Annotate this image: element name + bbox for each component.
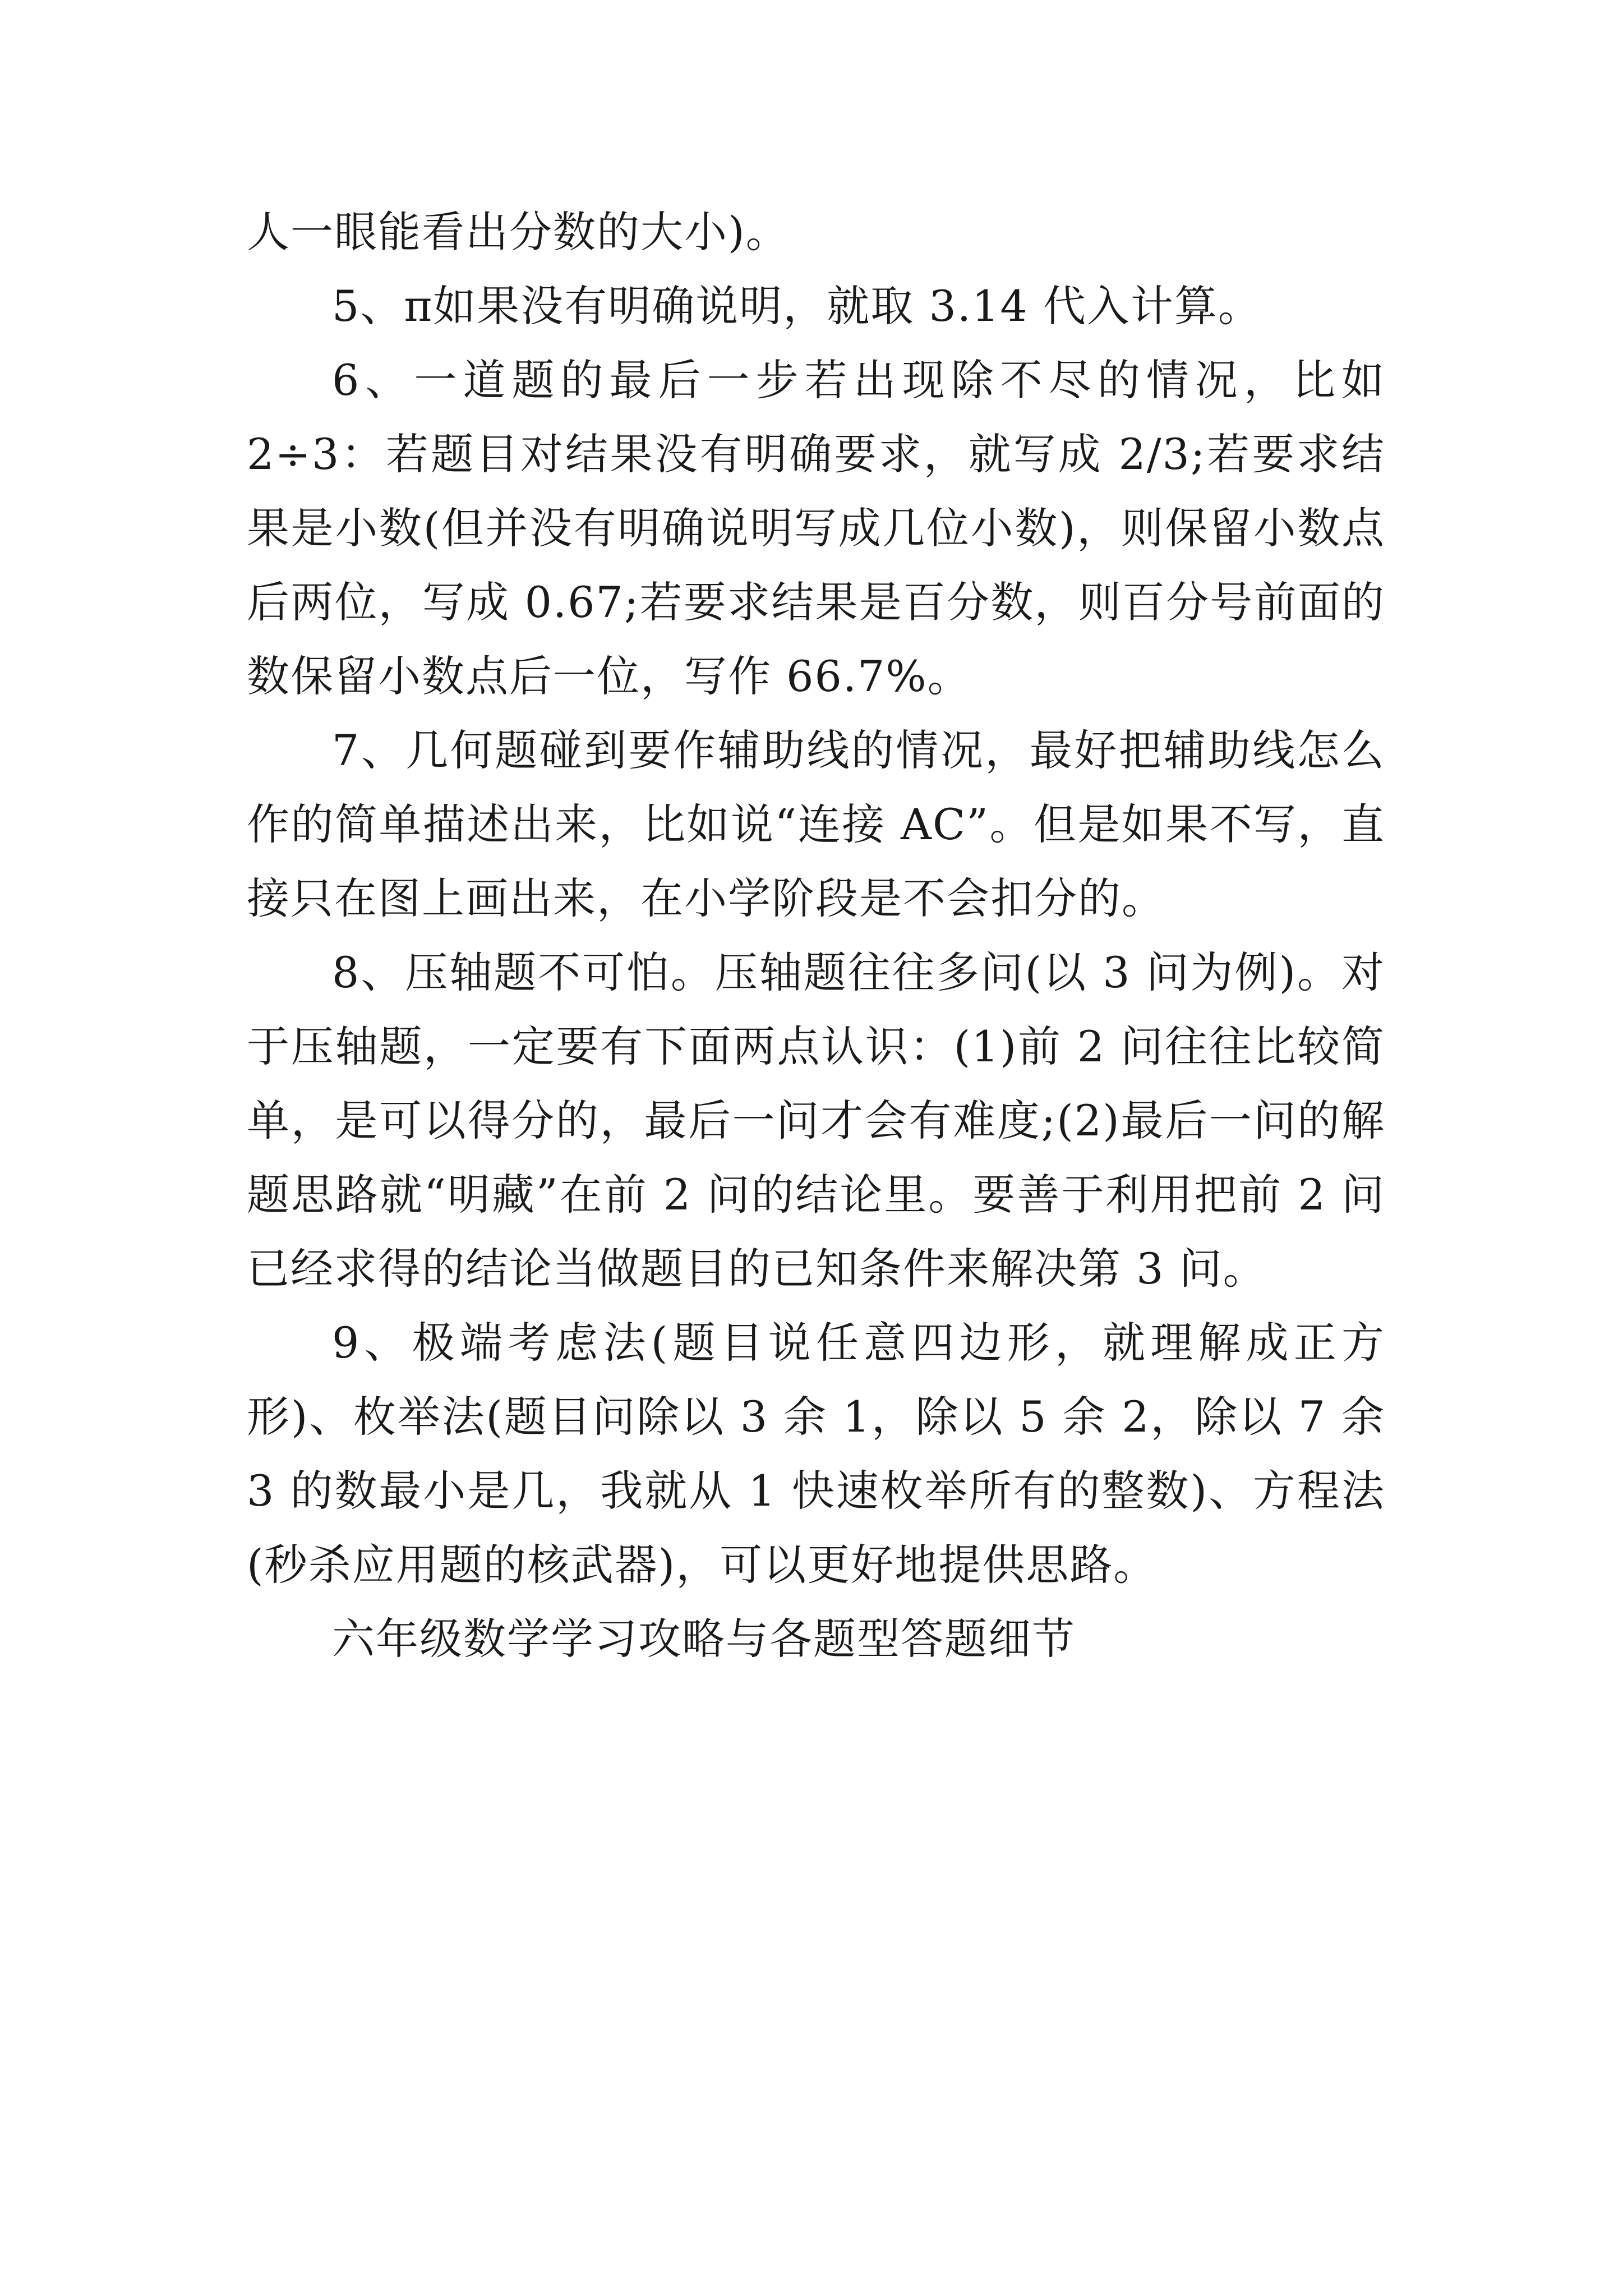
paragraph-item-7: 7、几何题碰到要作辅助线的情况，最好把辅助线怎么作的简单描述出来，比如说“连接 AC”。但是如果不写，直接只在图上画出来，在小学阶段是不会扣分的。 [247, 725, 1385, 923]
paragraph-item-9: 9、极端考虑法(题目说任意四边形，就理解成正方形)、枚举法(题目问除以 3 余 1，除以 5 余 2，除以 7 余 3 的数最小是几，我就从 1 快速枚举所有的整数)、方程法(秒杀应用题的核武器)，可以更好地提供思路。 [247, 1318, 1385, 1590]
section-heading: 六年级数学学习攻略与各题型答题细节 [332, 1614, 1076, 1664]
paragraph-item-5: 5、π如果没有明确说明，就取 3.14 代入计算。 [332, 281, 1262, 331]
paragraph-continuation: 人一眼能看出分数的大小)。 [247, 207, 790, 257]
document-body [247, 195, 1385, 1676]
paragraph-item-6: 6、一道题的最后一步若出现除不尽的情况，比如 2÷3：若题目对结果没有明确要求，就写成 2/3;若要求结果是小数(但并没有明确说明写成几位小数)，则保留小数点后两位，写成 0.67;若要求结果是百分数，则百分号前面的数保留小数点后一位，写作 66.7%。 [247, 355, 1385, 701]
paragraph-item-8: 8、压轴题不可怕。压轴题往往多问(以 3 问为例)。对于压轴题，一定要有下面两点认识：(1)前 2 问往往比较简单，是可以得分的，最后一问才会有难度;(2)最后一问的解题思路就“明藏”在前 2 问的结论里。要善于利用把前 2 问已经求得的结论当做题目的已知条件来解决第 3 问。 [247, 947, 1385, 1294]
